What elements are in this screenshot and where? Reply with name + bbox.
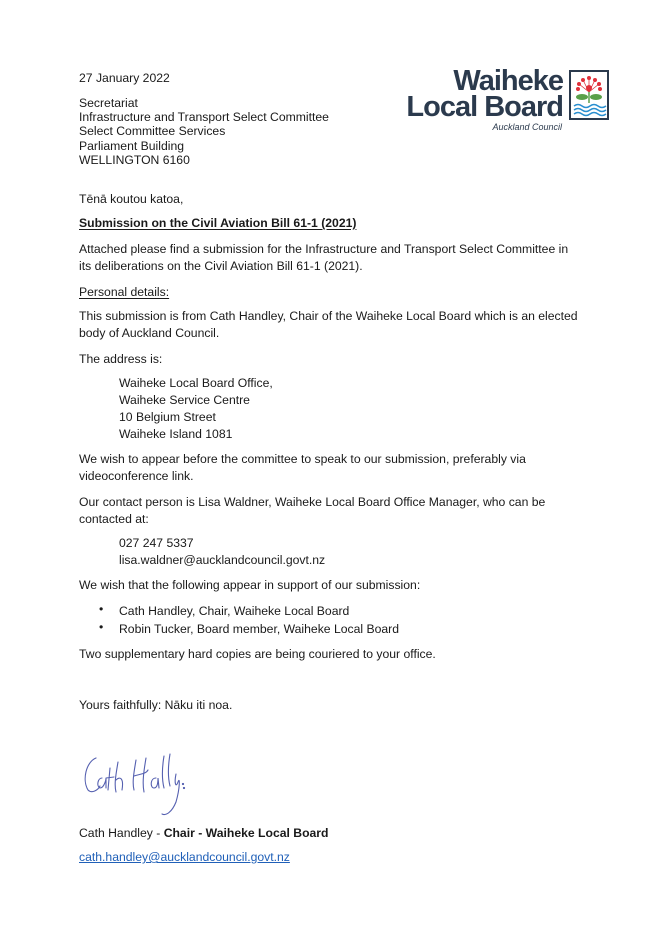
contact-phone: 027 247 5337	[119, 536, 194, 550]
recipient-line: Select Committee Services	[79, 124, 226, 138]
letter-date: 27 January 2022	[79, 71, 170, 85]
address-line: 10 Belgium Street	[119, 410, 216, 424]
signer-name: Cath Handley -	[79, 826, 164, 840]
handwritten-signature	[80, 748, 190, 818]
from-paragraph: body of Auckland Council.	[79, 326, 220, 340]
supporter-item: Cath Handley, Chair, Waiheke Local Board	[119, 604, 350, 618]
closing: Yours faithfully: Nāku iti noa.	[79, 698, 233, 712]
address-line: Waiheke Local Board Office,	[119, 376, 273, 390]
subject-heading: Submission on the Civil Aviation Bill 61-1 (2021)	[79, 216, 357, 230]
logo-subtitle: Auckland Council	[492, 122, 562, 132]
greeting: Tēnā koutou katoa,	[79, 192, 184, 206]
appear-paragraph: videoconference link.	[79, 469, 194, 483]
logo-line-1: Waiheke	[453, 65, 563, 97]
supporter-item: Robin Tucker, Board member, Waiheke Local Board	[119, 622, 400, 636]
contact-paragraph: Our contact person is Lisa Waldner, Waiheke Local Board Office Manager, who can be	[79, 495, 546, 509]
signer-email-link[interactable]: cath.handley@aucklandcouncil.govt.nz	[79, 850, 290, 864]
signer-line	[79, 826, 328, 840]
contact-email: lisa.waldner@aucklandcouncil.govt.nz	[119, 553, 326, 567]
recipient-line: Infrastructure and Transport Select Committee	[79, 110, 329, 124]
appear-paragraph: We wish to appear before the committee to speak to our submission, preferably via	[79, 452, 526, 466]
logo-line-2: Local Board	[406, 91, 563, 123]
personal-details-heading: Personal details:	[79, 285, 170, 299]
address-line: Waiheke Island 1081	[119, 427, 233, 441]
address-line: Waiheke Service Centre	[119, 393, 250, 407]
intro-paragraph: Attached please find a submission for the Infrastructure and Transport Select Committee in	[79, 242, 569, 256]
contact-paragraph: contacted at:	[79, 512, 149, 526]
recipient-line: WELLINGTON 6160	[79, 153, 190, 167]
intro-paragraph: its deliberations on the Civil Aviation Bill 61-1 (2021).	[79, 259, 363, 273]
copies-paragraph: Two supplementary hard copies are being couriered to your office.	[79, 647, 436, 661]
bullet-icon: •	[99, 602, 104, 616]
support-intro: We wish that the following appear in support of our submission:	[79, 578, 421, 592]
bullet-icon: •	[99, 620, 104, 634]
address-intro: The address is:	[79, 352, 163, 366]
recipient-line: Secretariat	[79, 96, 138, 110]
from-paragraph: This submission is from Cath Handley, Chair of the Waiheke Local Board which is an elected	[79, 309, 578, 323]
signer-title: Chair - Waiheke Local Board	[163, 826, 329, 840]
recipient-line: Parliament Building	[79, 139, 185, 153]
pohutukawa-emblem-icon	[569, 70, 609, 120]
